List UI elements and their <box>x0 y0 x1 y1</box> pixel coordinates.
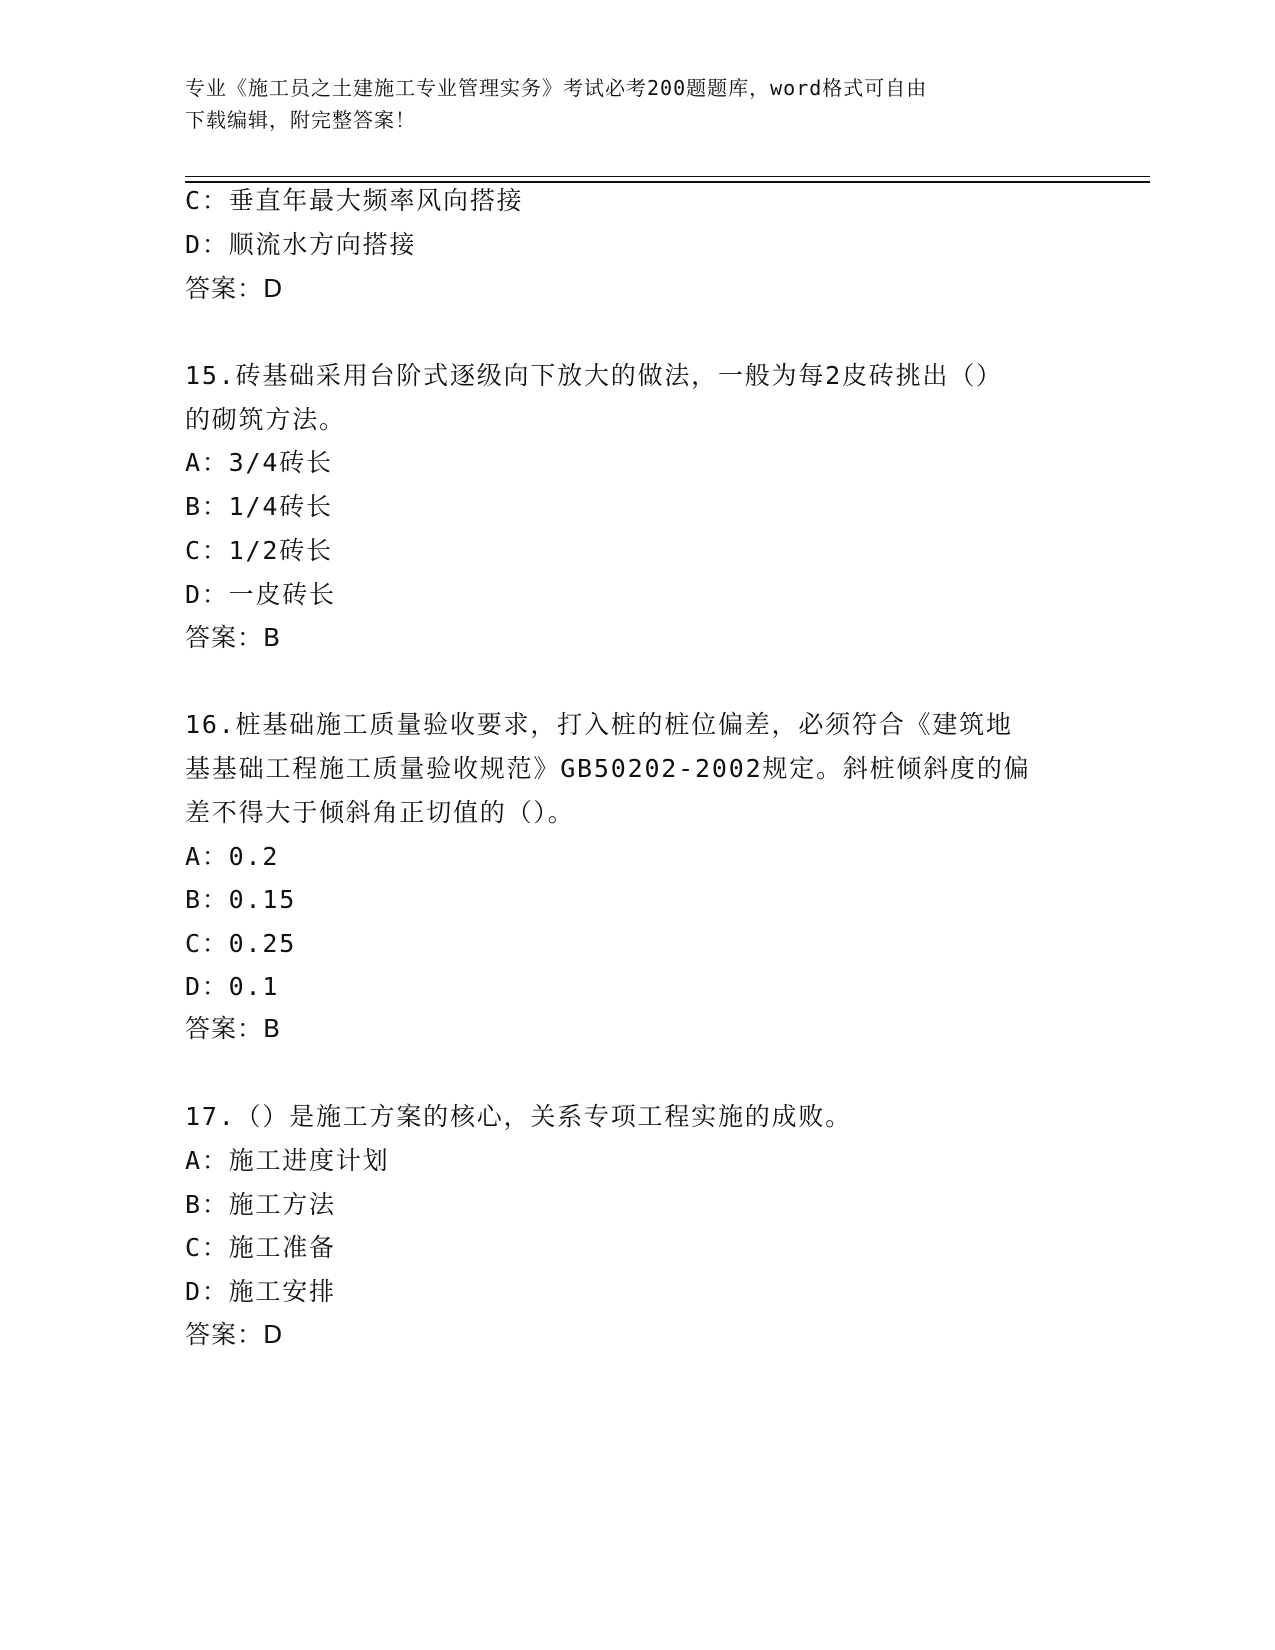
document-header <box>185 72 1075 136</box>
q15-stem-line-1: 15.砖基础采用台阶式逐级向下放大的做法，一般为每2皮砖挑出（） <box>185 361 1003 390</box>
q15-option-d: D：一皮砖长 <box>185 580 336 609</box>
q16-option-d: D：0.1 <box>185 972 280 1001</box>
q16-option-b: B：0.15 <box>185 885 297 914</box>
q17-stem-line-1: 17.（）是施工方案的核心，关系专项工程实施的成败。 <box>185 1102 852 1131</box>
header-divider-thin <box>185 176 1150 177</box>
q16-stem-line-1: 16.桩基础施工质量验收要求，打入桩的桩位偏差，必须符合《建筑地 <box>185 710 1013 739</box>
q16-option-c: C：0.25 <box>185 929 297 958</box>
q14-option-d: D：顺流水方向搭接 <box>185 230 417 259</box>
q15-option-b: B：1/4砖长 <box>185 492 333 521</box>
q16-answer: 答案：B <box>185 1014 282 1043</box>
q15-answer: 答案：B <box>185 623 282 652</box>
q16-option-a: A：0.2 <box>185 842 280 871</box>
header-line-2: 下载编辑，附完整答案！ <box>185 108 416 132</box>
header-line-1: 专业《施工员之土建施工专业管理实务》考试必考200题题库，word格式可自由 <box>185 76 928 100</box>
q15-option-c: C：1/2砖长 <box>185 536 333 565</box>
q15-option-a: A：3/4砖长 <box>185 448 333 477</box>
q14-option-c: C：垂直年最大频率风向搭接 <box>185 186 524 215</box>
q14-answer: 答案：D <box>185 274 284 303</box>
q15-stem-line-2: 的砌筑方法。 <box>185 405 346 434</box>
q17-option-c: C：施工准备 <box>185 1233 336 1262</box>
q16-stem-line-2: 基基础工程施工质量验收规范》GB50202-2002规定。斜桩倾斜度的偏 <box>185 754 1031 783</box>
q17-option-b: B：施工方法 <box>185 1190 336 1219</box>
q17-option-d: D：施工安排 <box>185 1277 336 1306</box>
q17-option-a: A：施工进度计划 <box>185 1146 390 1175</box>
q17-answer: 答案：D <box>185 1320 284 1349</box>
q16-stem-line-3: 差不得大于倾斜角正切值的（）。 <box>185 798 575 827</box>
